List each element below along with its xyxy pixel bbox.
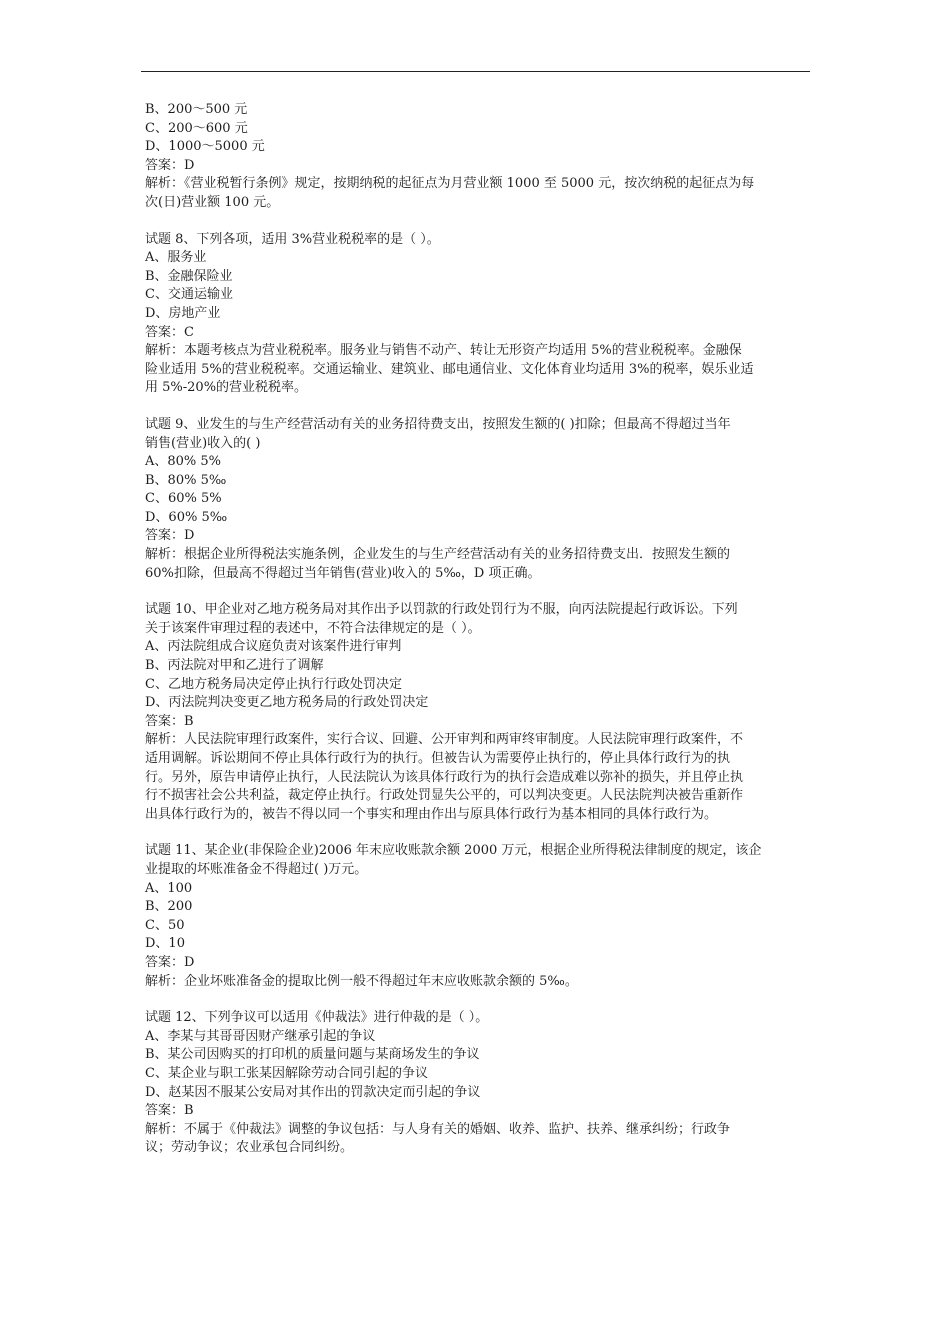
question-stem: 销售(营业)收入的( ) bbox=[145, 435, 261, 451]
question-stem: 试题 10、甲企业对乙地方税务局对其作出予以罚款的行政处罚行为不服，向丙法院提起行政诉讼。下列 bbox=[145, 602, 738, 618]
option-c: C、乙地方税务局决定停止执行行政处罚决定 bbox=[145, 676, 402, 692]
option-d: D、赵某因不服某公安局对其作出的罚款决定而引起的争议 bbox=[145, 1084, 481, 1100]
question-9 bbox=[145, 416, 811, 583]
exam-content bbox=[145, 101, 811, 1176]
option-d: D、60% 5‰ bbox=[145, 509, 228, 525]
option-b: B、金融保险业 bbox=[145, 268, 233, 284]
option-d: D、1000～5000 元 bbox=[145, 139, 265, 155]
option-d: D、丙法院判决变更乙地方税务局的行政处罚决定 bbox=[145, 695, 429, 711]
option-b: B、200 bbox=[145, 899, 193, 915]
option-d: D、房地产业 bbox=[145, 305, 221, 321]
option-a: A、李某与其哥哥因财产继承引起的争议 bbox=[145, 1028, 376, 1044]
option-b: B、200～500 元 bbox=[145, 102, 248, 117]
analysis-line: 解析：本题考核点为营业税税率。服务业与销售不动产、转让无形资产均适用 5%的营业税税率。金融保 bbox=[145, 343, 742, 359]
analysis-line: 出具体行政行为的，被告不得以同一个事实和理由作出与原具体行政行为基本相同的具体行政行为。 bbox=[145, 806, 718, 822]
question-stem: 试题 9、业发生的与生产经营活动有关的业务招待费支出，按照发生额的( )扣除；但最高不得超过当年 bbox=[145, 416, 731, 432]
analysis-line: 行不损害社会公共利益，裁定停止执行。行政处罚显失公平的，可以判决变更。人民法院判决被告重新作 bbox=[145, 788, 744, 804]
option-c: C、50 bbox=[145, 917, 185, 933]
analysis-line: 解析：根据企业所得税法实施条例，企业发生的与生产经营活动有关的业务招待费支出．按照发生额的 bbox=[145, 547, 731, 563]
question-7-tail bbox=[145, 101, 811, 213]
question-8 bbox=[145, 231, 811, 398]
analysis-line: 解析：《营业税暂行条例》规定，按期纳税的起征点为月营业额 1000 至 5000 元，按次纳税的起征点为每 bbox=[145, 176, 755, 192]
answer-line: 答案：B bbox=[145, 1103, 194, 1119]
option-a: A、80% 5% bbox=[145, 454, 222, 470]
analysis-line: 解析：人民法院审理行政案件，实行合议、回避、公开审判和两审终审制度。人民法院审理行政案件，不 bbox=[145, 732, 744, 748]
analysis-line: 解析：不属于《仲裁法》调整的争议包括：与人身有关的婚姻、收养、监护、扶养、继承纠纷；行政争 bbox=[145, 1121, 731, 1137]
option-a: A、100 bbox=[145, 880, 193, 896]
option-c: C、200～600 元 bbox=[145, 120, 248, 136]
option-c: C、60% 5% bbox=[145, 491, 222, 507]
answer-line: 答案：D bbox=[145, 528, 195, 544]
question-stem: 业提取的坏账准备金不得超过( )万元。 bbox=[145, 861, 368, 877]
question-stem: 关于该案件审理过程的表述中，不符合法律规定的是（ ）。 bbox=[145, 620, 481, 636]
option-a: A、服务业 bbox=[145, 250, 207, 266]
option-b: B、某公司因购买的打印机的质量问题与某商场发生的争议 bbox=[145, 1047, 480, 1063]
option-d: D、10 bbox=[145, 936, 185, 952]
option-a: A、丙法院组成合议庭负责对该案件进行审判 bbox=[145, 639, 402, 655]
option-c: C、交通运输业 bbox=[145, 287, 233, 303]
question-stem: 试题 12、下列争议可以适用《仲裁法》进行仲裁的是（ ）。 bbox=[145, 1010, 489, 1026]
question-11 bbox=[145, 842, 811, 991]
analysis-line: 60%扣除，但最高不得超过当年销售(营业)收入的 5‰，D 项正确。 bbox=[145, 565, 541, 581]
answer-line: 答案：D bbox=[145, 954, 195, 970]
answer-line: 答案：D bbox=[145, 157, 195, 173]
question-12 bbox=[145, 1009, 811, 1158]
question-10 bbox=[145, 601, 811, 824]
analysis-line: 解析：企业坏账准备金的提取比例一般不得超过年末应收账款余额的 5‰。 bbox=[145, 973, 578, 989]
analysis-line: 次(日)营业额 100 元。 bbox=[145, 194, 280, 210]
header-rule bbox=[141, 71, 810, 72]
answer-line: 答案：C bbox=[145, 324, 194, 340]
answer-line: 答案：B bbox=[145, 713, 194, 729]
analysis-line: 用 5%-20%的营业税税率。 bbox=[145, 380, 308, 396]
analysis-line: 行。另外，原告申请停止执行，人民法院认为该具体行政行为的执行会造成难以弥补的损失，并且停止执 bbox=[145, 769, 744, 785]
analysis-line: 适用调解。诉讼期间不停止具体行政行为的执行。但被告认为需要停止执行的，停止具体行政行为的执 bbox=[145, 751, 731, 766]
analysis-line: 险业适用 5%的营业税税率。交通运输业、建筑业、邮电通信业、文化体育业均适用 3%的税率，娱乐业适 bbox=[145, 361, 754, 377]
option-b: B、丙法院对甲和乙进行了调解 bbox=[145, 658, 324, 674]
option-c: C、某企业与职工张某因解除劳动合同引起的争议 bbox=[145, 1065, 428, 1081]
analysis-line: 议；劳动争议；农业承包合同纠纷。 bbox=[145, 1140, 354, 1156]
option-b: B、80% 5‰ bbox=[145, 472, 227, 488]
question-stem: 试题 11、某企业(非保险企业)2006 年末应收账款余额 2000 万元，根据企业所得税法律制度的规定，该企 bbox=[145, 843, 762, 859]
question-stem: 试题 8、下列各项，适用 3%营业税税率的是（ ）。 bbox=[145, 231, 440, 247]
